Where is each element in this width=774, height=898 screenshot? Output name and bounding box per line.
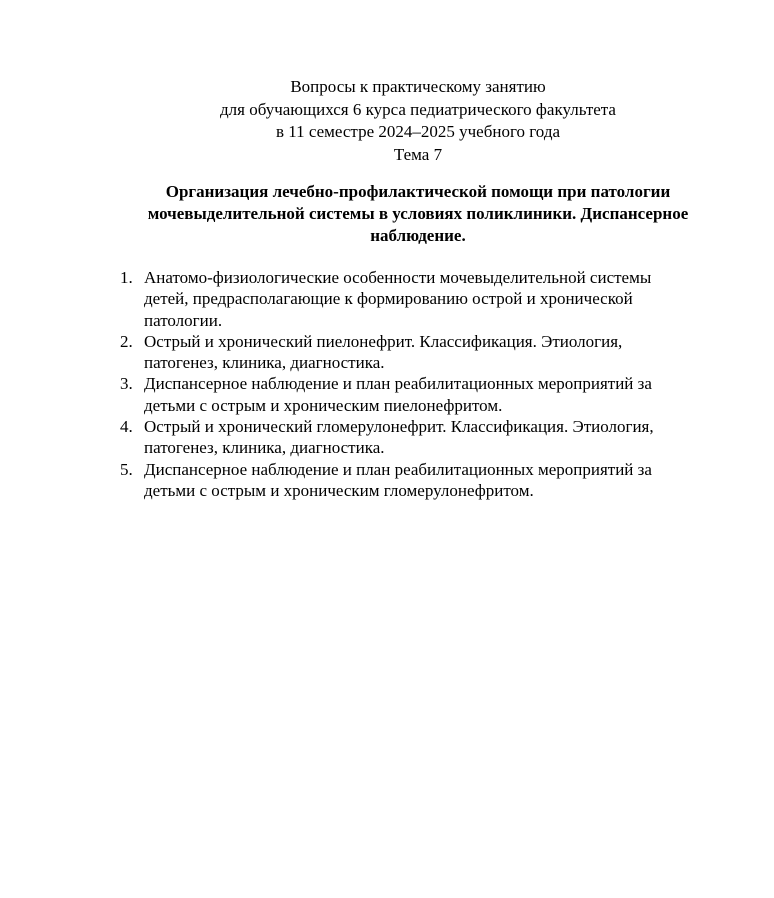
question-item [116, 373, 726, 416]
document-title [0, 181, 774, 247]
question-text-line: Анатомо-физиологические особенности мочевыделительной системы [144, 268, 652, 287]
title-line: наблюдение. [370, 226, 466, 245]
question-text-line: патогенез, клиника, диагностика. [144, 438, 385, 458]
question-text-line: патологии. [144, 310, 223, 330]
question-item [116, 267, 726, 331]
title-line: мочевыделительной системы в условиях поликлиники. Диспансерное [147, 204, 689, 223]
question-item [116, 416, 726, 459]
header-line: для обучающихся 6 курса педиатрического факультета [220, 99, 616, 119]
question-item [116, 459, 726, 502]
question-number: 1. [120, 268, 133, 287]
question-number: 5. [120, 459, 133, 479]
question-text-line: детьми с острым и хроническим гломерулонефритом. [144, 480, 534, 500]
question-item [116, 331, 726, 374]
questions-list [116, 267, 726, 501]
question-text-line: Диспансерное наблюдение и план реабилитационных мероприятий за [144, 374, 652, 394]
question-text-line: патогенез, клиника, диагностика. [144, 353, 385, 373]
question-text-line: детьми с острым и хроническим пиелонефритом. [144, 395, 503, 415]
question-text-line: Острый и хронический пиелонефрит. Классификация. Этиология, [144, 331, 623, 351]
question-text-line: Диспансерное наблюдение и план реабилитационных мероприятий за [144, 459, 652, 479]
document-header [0, 76, 774, 166]
header-line: Вопросы к практическому занятию [290, 77, 546, 96]
question-number: 2. [120, 331, 133, 351]
topic-number: Тема 7 [393, 144, 443, 164]
question-number: 3. [120, 374, 133, 394]
question-text-line: Острый и хронический гломерулонефрит. Классификация. Этиология, [144, 417, 654, 437]
header-line: в 11 семестре 2024–2025 учебного года [275, 122, 561, 141]
title-line: Организация лечебно-профилактической помощи при патологии [165, 182, 671, 201]
question-number: 4. [120, 417, 133, 437]
question-text-line: детей, предрасполагающие к формированию острой и хронической [144, 289, 633, 309]
